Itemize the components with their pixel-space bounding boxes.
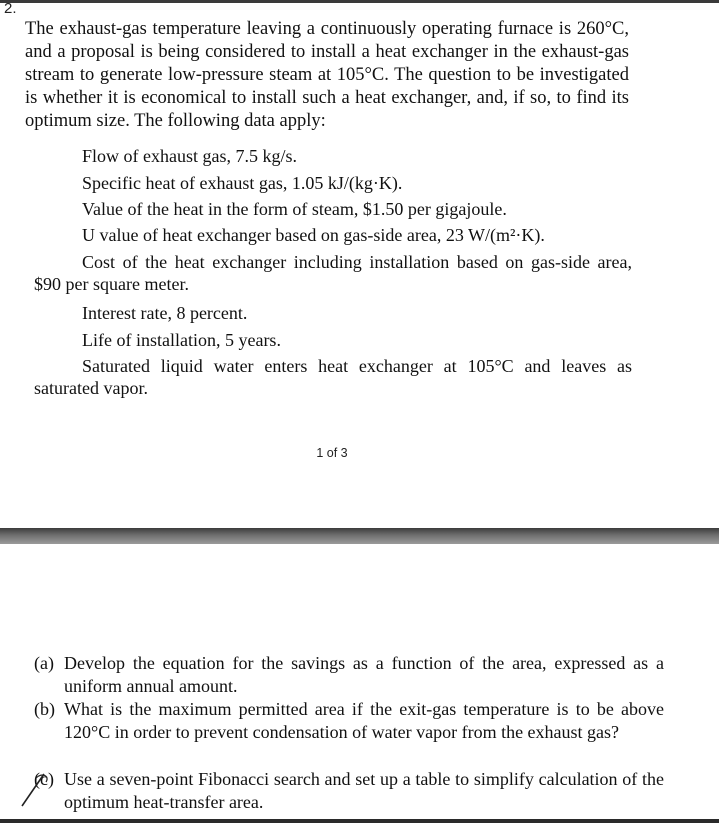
problem-intro: The exhaust-gas temperature leaving a continuously operating furnace is 260°C, and a proposal is being considered to install a heat exchanger in the exhaust-gas stream to generate low-pressure steam at 105°C. The question to be investigated is whether it is economical to install such a heat exchanger, and, if so, to find its optimum size. The following data apply:	[25, 19, 629, 131]
data-water: Saturated liquid water enters heat exchanger at 105°C and leaves as saturated vapor.	[34, 356, 632, 398]
page-indicator: 1 of 3	[316, 446, 348, 460]
part-c	[34, 768, 664, 813]
part-c-text: Use a seven-point Fibonacci search and set up a table to simplify calculation of the optimum heat-transfer area.	[64, 769, 664, 812]
data-life: Life of installation, 5 years.	[82, 330, 281, 350]
part-c-label: (c)	[34, 769, 54, 789]
question-number: 2.	[4, 0, 17, 17]
data-flow: Flow of exhaust gas, 7.5 kg/s.	[82, 146, 297, 166]
bottom-rule	[0, 819, 719, 823]
part-b	[34, 698, 664, 743]
pen-mark-icon	[18, 770, 58, 810]
part-a	[34, 652, 664, 697]
data-u-value: U value of heat exchanger based on gas-side area, 23 W/(m²·K).	[82, 225, 545, 245]
page-separator	[0, 528, 719, 544]
part-b-label: (b)	[34, 699, 55, 719]
data-heat-value: Value of the heat in the form of steam, $1.50 per gigajoule.	[82, 199, 507, 219]
data-specific-heat: Specific heat of exhaust gas, 1.05 kJ/(kg·K).	[82, 173, 403, 193]
part-b-text: What is the maximum permitted area if the exit-gas temperature is to be above 120°C in order to prevent condensation of water vapor from the exhaust gas?	[64, 699, 664, 742]
part-a-label: (a)	[34, 653, 54, 673]
data-cost: Cost of the heat exchanger including installation based on gas-side area, $90 per square meter.	[34, 252, 632, 294]
data-interest: Interest rate, 8 percent.	[82, 303, 248, 323]
part-a-text: Develop the equation for the savings as a function of the area, expressed as a uniform annual amount.	[64, 653, 664, 696]
top-rule	[0, 0, 719, 3]
